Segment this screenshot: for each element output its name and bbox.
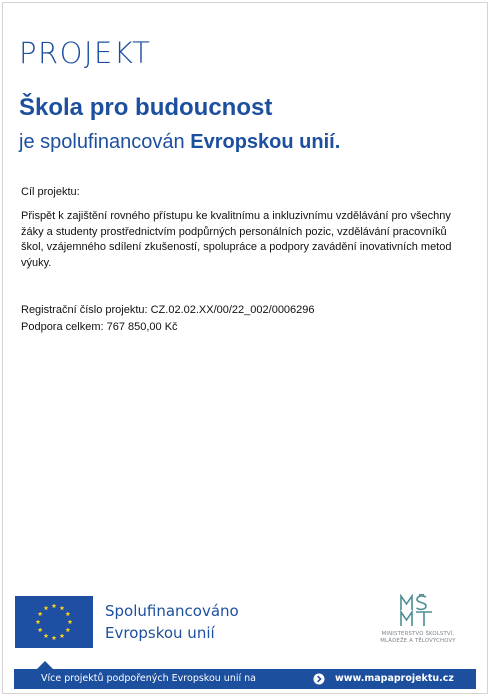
registration-number: Registrační číslo projektu: CZ.02.02.XX/00/22_002/0006296 <box>21 304 315 316</box>
eu-label-line2: Evropskou unií <box>105 624 215 642</box>
project-title: Škola pro budoucnost <box>19 94 273 121</box>
msmt-mark-icon <box>398 594 438 628</box>
msmt-logo <box>368 594 468 648</box>
arrow-right-circle-icon <box>313 673 325 685</box>
msmt-line2: MLÁDEŽE A TĚLOVÝCHOVY <box>380 637 456 644</box>
msmt-line1: MINISTERSTVO ŠKOLSTVÍ, <box>381 631 455 637</box>
cofinance-eu: Evropskou unií. <box>190 131 341 153</box>
footer-text: Více projektů podpořených Evropskou unií na <box>41 673 256 684</box>
footer-bar <box>14 669 476 689</box>
page-kicker: PROJEKT <box>19 36 152 70</box>
cofinance-prefix: je spolufinancován <box>19 131 191 153</box>
goal-text: Přispět k zajištění rovného přístupu ke kvalitnímu a inkluzivnímu vzdělávání pro všechny žáky a studenty prostřednictvím podpůrných personálních pozic, vzdělávání pracovníků škol, vzájemného sdílení zkušeností, spolupráce a podpory zavádění inovativních metod výuky. <box>21 210 452 269</box>
goal-label: Cíl projektu: <box>21 186 80 198</box>
footer-notch <box>37 661 53 669</box>
cofinance-statement <box>19 131 340 154</box>
msmt-lettering <box>368 631 468 645</box>
footer-url-link[interactable]: www.mapaprojektu.cz <box>335 673 454 684</box>
eu-cofinanced-label <box>105 600 239 644</box>
eu-flag-icon <box>15 596 93 648</box>
eu-label-line1: Spolufinancováno <box>105 602 239 620</box>
support-total: Podpora celkem: 767 850,00 Kč <box>21 321 178 333</box>
